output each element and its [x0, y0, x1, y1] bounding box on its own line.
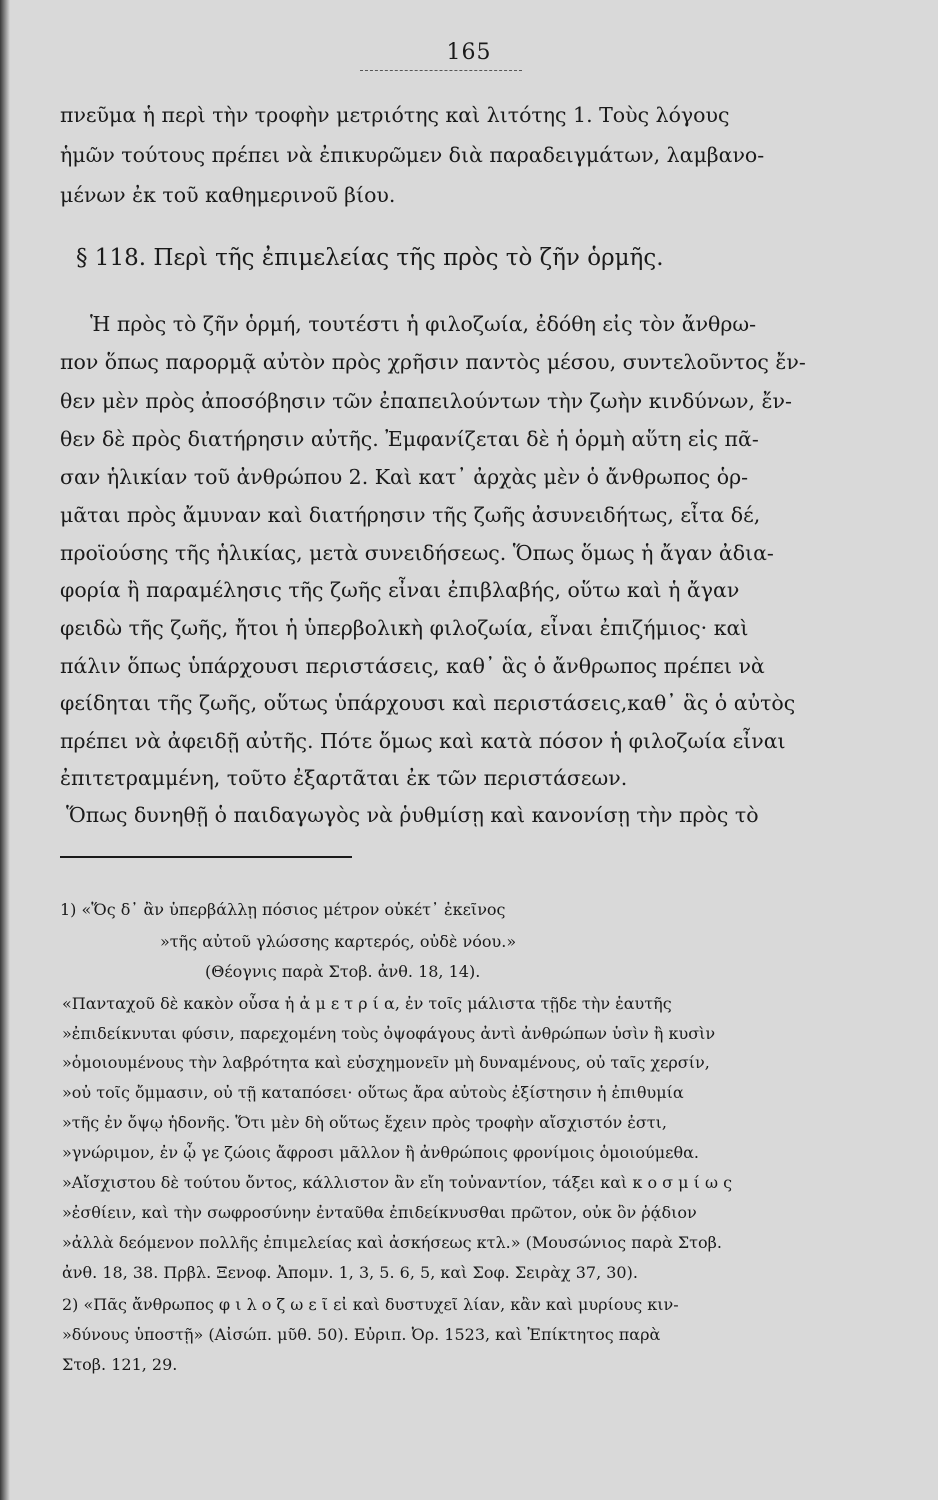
footnote-line-12: »ἀλλὰ δεόμενον πολλῆς ἐπιμελείας καὶ ἀσκήσεως κτλ.» (Μουσώνιος παρὰ Στοβ. [62, 1233, 722, 1252]
footnote-line-7: »οὐ τοῖς ὄμμασιν, οὐ τῇ καταπόσει· οὕτως ἄρα αὐτοὺς ἐξίστησιν ἡ ἐπιθυμία [62, 1083, 684, 1102]
body-line-14: πάλιν ὅπως ὑπάρχουσι περιστάσεις, καθ᾽ ἃς ὁ ἄνθρωπος πρέπει νὰ [60, 654, 765, 678]
footnote-line-14: 2) «Πᾶς ἄνθρωπος φ ι λ ο ζ ω ε ῖ εἰ καὶ δυστυχεῖ λίαν, κἂν καὶ μυρίους κιν- [62, 1295, 679, 1314]
footnote-line-11: »ἐσθίειν, καὶ τὴν σωφροσύνην ἐνταῦθα ἐπιδείκνυσθαι πρῶτον, οὐκ ὂν ῥᾴδιον [62, 1203, 697, 1222]
footnote-line-6: »ὁμοιουμένους τὴν λαβρότητα καὶ εὐσχημονεῖν μὴ δυναμένους, οὐ ταῖς χερσίν, [62, 1053, 710, 1072]
body-line-2: ἡμῶν τούτους πρέπει νὰ ἐπικυρῶμεν διὰ παραδειγμάτων, λαμβανο- [60, 143, 765, 167]
body-line-5: Ἡ πρὸς τὸ ζῆν ὁρμή, τουτέστι ἡ φιλοζωία, ἐδόθη εἰς τὸν ἄνθρω- [90, 312, 757, 336]
body-line-10: μᾶται πρὸς ἄμυναν καὶ διατήρησιν τῆς ζωῆς ἀσυνειδήτως, εἶτα δέ, [60, 503, 761, 527]
body-line-13: φειδὼ τῆς ζωῆς, ἤτοι ἡ ὑπερβολικὴ φιλοζωία, εἶναι ἐπιζήμιος· καὶ [60, 616, 749, 640]
body-line-17: ἐπιτετραμμένη, τοῦτο ἐξαρτᾶται ἐκ τῶν περιστάσεων. [60, 766, 628, 790]
section-heading: § 118. Περὶ τῆς ἐπιμελείας τῆς πρὸς τὸ ζῆν ὁρμῆς. [76, 245, 664, 271]
footnote-line-10: »Αἴσχιστου δὲ τούτου ὄντος, κάλλιστον ἂν εἴη τοὐναντίον, τάξει καὶ κ ο σ μ ί ω ς [62, 1173, 733, 1192]
body-line-8: θεν δὲ πρὸς διατήρησιν αὐτῆς. Ἐμφανίζεται δὲ ἡ ὁρμὴ αὕτη εἰς πᾶ- [60, 427, 759, 451]
body-line-9: σαν ἡλικίαν τοῦ ἀνθρώπου 2. Καὶ κατ᾽ ἀρχὰς μὲν ὁ ἄνθρωπος ὁρ- [60, 465, 749, 489]
body-line-3: μένων ἐκ τοῦ καθημερινοῦ βίου. [60, 183, 396, 207]
body-line-18: Ὅπως δυνηθῇ ὁ παιδαγωγὸς νὰ ῥυθμίσῃ καὶ κανονίσῃ τὴν πρὸς τὸ [66, 803, 759, 827]
footnote-line-1: 1) «Ὅς δ᾽ ἂν ὑπερβάλλῃ πόσιος μέτρον οὐκέτ᾽ ἐκεῖνος [60, 900, 506, 919]
page-number: 165 [446, 40, 492, 65]
footnote-line-5: »ἐπιδείκνυται φύσιν, παρεχομένη τοὺς ὀψοφάγους ἀντὶ ἀνθρώπων ὑσὶν ἢ κυσὶν [62, 1024, 716, 1043]
body-line-15: φείδηται τῆς ζωῆς, οὕτως ὑπάρχουσι καὶ περιστάσεις,καθ᾽ ἃς ὁ αὐτὸς [60, 691, 796, 715]
footnote-line-13: ἀνθ. 18, 38. Πρβλ. Ξενοφ. Ἀπομν. 1, 3, 5. 6, 5, καὶ Σοφ. Σειρὰχ 37, 30). [62, 1263, 638, 1282]
footnote-line-8: »τῆς ἐν ὄψῳ ἡδονῆς. Ὅτι μὲν δὴ οὕτως ἔχειν πρὸς τροφὴν αἴσχιστόν ἐστι, [62, 1113, 667, 1132]
footnote-line-3: (Θέογνις παρὰ Στοβ. ἀνθ. 18, 14). [205, 962, 481, 981]
page-edge-shadow [0, 0, 10, 1500]
footnote-line-2: »τῆς αὐτοῦ γλώσσης καρτερός, οὐδὲ νόου.» [160, 932, 517, 951]
body-line-11: προϊούσης τῆς ἡλικίας, μετὰ συνειδήσεως. Ὅπως ὅμως ἡ ἄγαν ἀδια- [60, 541, 774, 565]
body-line-7: θεν μὲν πρὸς ἀποσόβησιν τῶν ἐπαπειλούντων τὴν ζωὴν κινδύνων, ἔν- [60, 389, 792, 413]
body-line-16: πρέπει νὰ ἀφειδῇ αὐτῆς. Πότε ὅμως καὶ κατὰ πόσον ἡ φιλοζωία εἶναι [60, 729, 786, 753]
body-line-12: φορία ἢ παραμέλησις τῆς ζωῆς εἶναι ἐπιβλαβής, οὕτω καὶ ἡ ἄγαν [60, 578, 740, 602]
body-line-1: πνεῦμα ἡ περὶ τὴν τροφὴν μετριότης καὶ λιτότης 1. Τοὺς λόγους [60, 103, 730, 127]
body-line-6: πον ὅπως παρορμᾷ αὐτὸν πρὸς χρῆσιν παντὸς μέσου, συντελοῦντος ἔν- [60, 350, 806, 374]
footnote-line-15: »δύνους ὑποστῇ» (Αἰσώπ. μῦθ. 50). Εὐριπ. Ὀρ. 1523, καὶ Ἐπίκτητος παρὰ [62, 1325, 661, 1344]
footnote-line-9: »γνώριμον, ἐν ᾧ γε ζώοις ἄφροσι μᾶλλον ἢ ἀνθρώποις φρονίμοις ὁμοιούμεθα. [62, 1143, 699, 1162]
page-number-rule [360, 70, 522, 71]
footnote-line-16: Στοβ. 121, 29. [62, 1355, 178, 1374]
footnote-line-4: «Πανταχοῦ δὲ κακὸν οὖσα ἡ ἀ μ ε τ ρ ί α, ἐν τοῖς μάλιστα τῇδε τὴν ἑαυτῆς [62, 994, 672, 1013]
footnote-separator [60, 856, 352, 858]
